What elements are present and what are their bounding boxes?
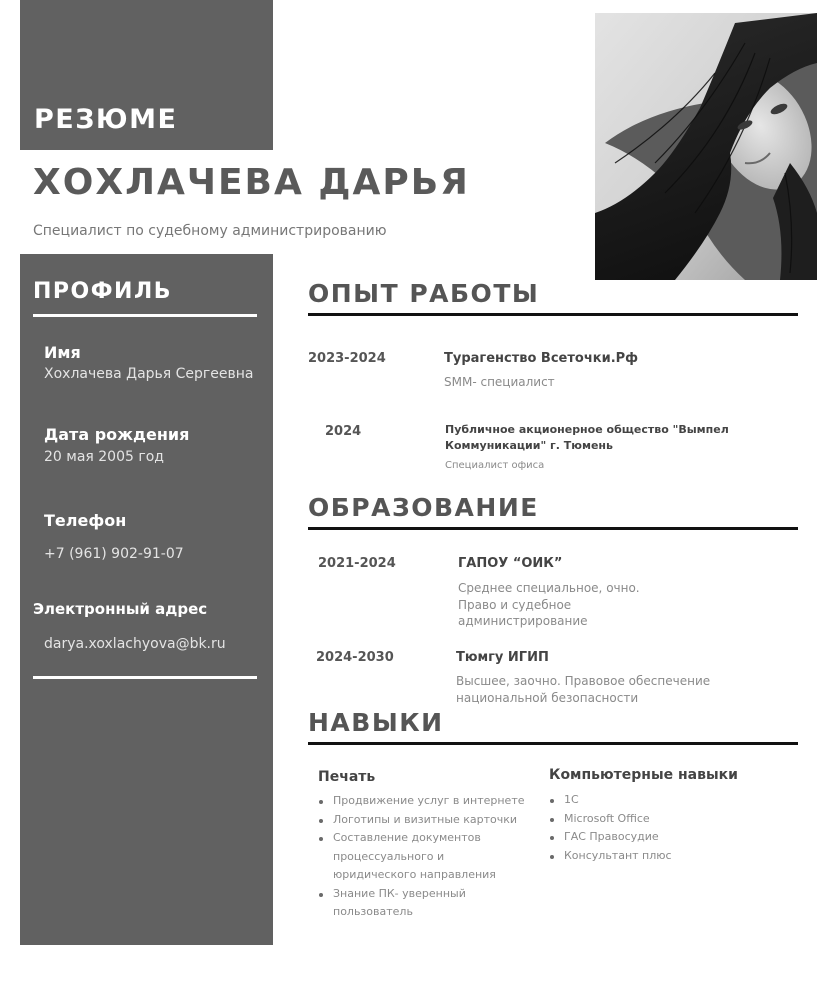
skills-heading: НАВЫКИ [308, 708, 444, 737]
profile-heading: ПРОФИЛЬ [33, 279, 173, 304]
list-item: Знание ПК- уверенный пользователь [318, 885, 528, 922]
resume-label: РЕЗЮМЕ [34, 104, 178, 135]
phone-label: Телефон [44, 511, 127, 530]
experience-role: SMM- специалист [444, 375, 555, 389]
print-skills-title: Печать [318, 769, 376, 785]
education-years: 2024-2030 [316, 650, 394, 665]
education-divider [308, 527, 798, 530]
profile-photo [595, 13, 817, 280]
name-value: Хохлачева Дарья Сергеевна [44, 366, 254, 382]
computer-skills-title: Компьютерные навыки [549, 767, 738, 783]
experience-years: 2024 [325, 424, 362, 439]
experience-divider [308, 313, 798, 316]
list-item: ГАС Правосудие [549, 828, 769, 847]
job-title: Специалист по судебному администрированию [33, 223, 387, 239]
list-item: Продвижение услуг в интернете [318, 792, 528, 811]
list-item: Консультант плюс [549, 847, 769, 866]
education-description: Высшее, заочно. Правовое обеспечение национальной безопасности [456, 674, 711, 705]
list-item: Составление документов процессуального и юридического направления [318, 829, 528, 885]
experience-org: Публичное акционерное общество "Вымпел Коммуникации" г. Тюмень [445, 423, 729, 452]
profile-top-divider [33, 314, 257, 317]
email-label: Электронный адрес [33, 600, 208, 618]
experience-role: Специалист офиса [445, 460, 545, 471]
computer-skills-list [549, 791, 769, 865]
education-org: ГАПОУ “ОИК” [458, 556, 563, 571]
list-item: 1С [549, 791, 769, 810]
education-years: 2021-2024 [318, 556, 396, 571]
skills-divider [308, 742, 798, 745]
full-name: ХОХЛАЧЕВА ДАРЬЯ [33, 162, 470, 203]
print-skills-list [318, 792, 528, 922]
education-description: Среднее специальное, очно. Право и судебное администрирование [458, 581, 640, 628]
birth-date-value: 20 мая 2005 год [44, 449, 164, 465]
profile-bottom-divider [33, 676, 257, 679]
experience-years: 2023-2024 [308, 351, 386, 366]
list-item: Microsoft Office [549, 810, 769, 829]
birth-date-label: Дата рождения [44, 425, 190, 444]
experience-org: Турагенство Всеточки.Рф [444, 351, 639, 366]
name-label: Имя [44, 343, 81, 362]
phone-value: +7 (961) 902-91-07 [44, 546, 184, 562]
list-item: Логотипы и визитные карточки [318, 811, 528, 830]
education-heading: ОБРАЗОВАНИЕ [308, 493, 539, 522]
experience-heading: ОПЫТ РАБОТЫ [308, 279, 540, 308]
email-value: darya.xoxlachyova@bk.ru [44, 636, 226, 652]
education-org: Тюмгу ИГИП [456, 650, 549, 665]
